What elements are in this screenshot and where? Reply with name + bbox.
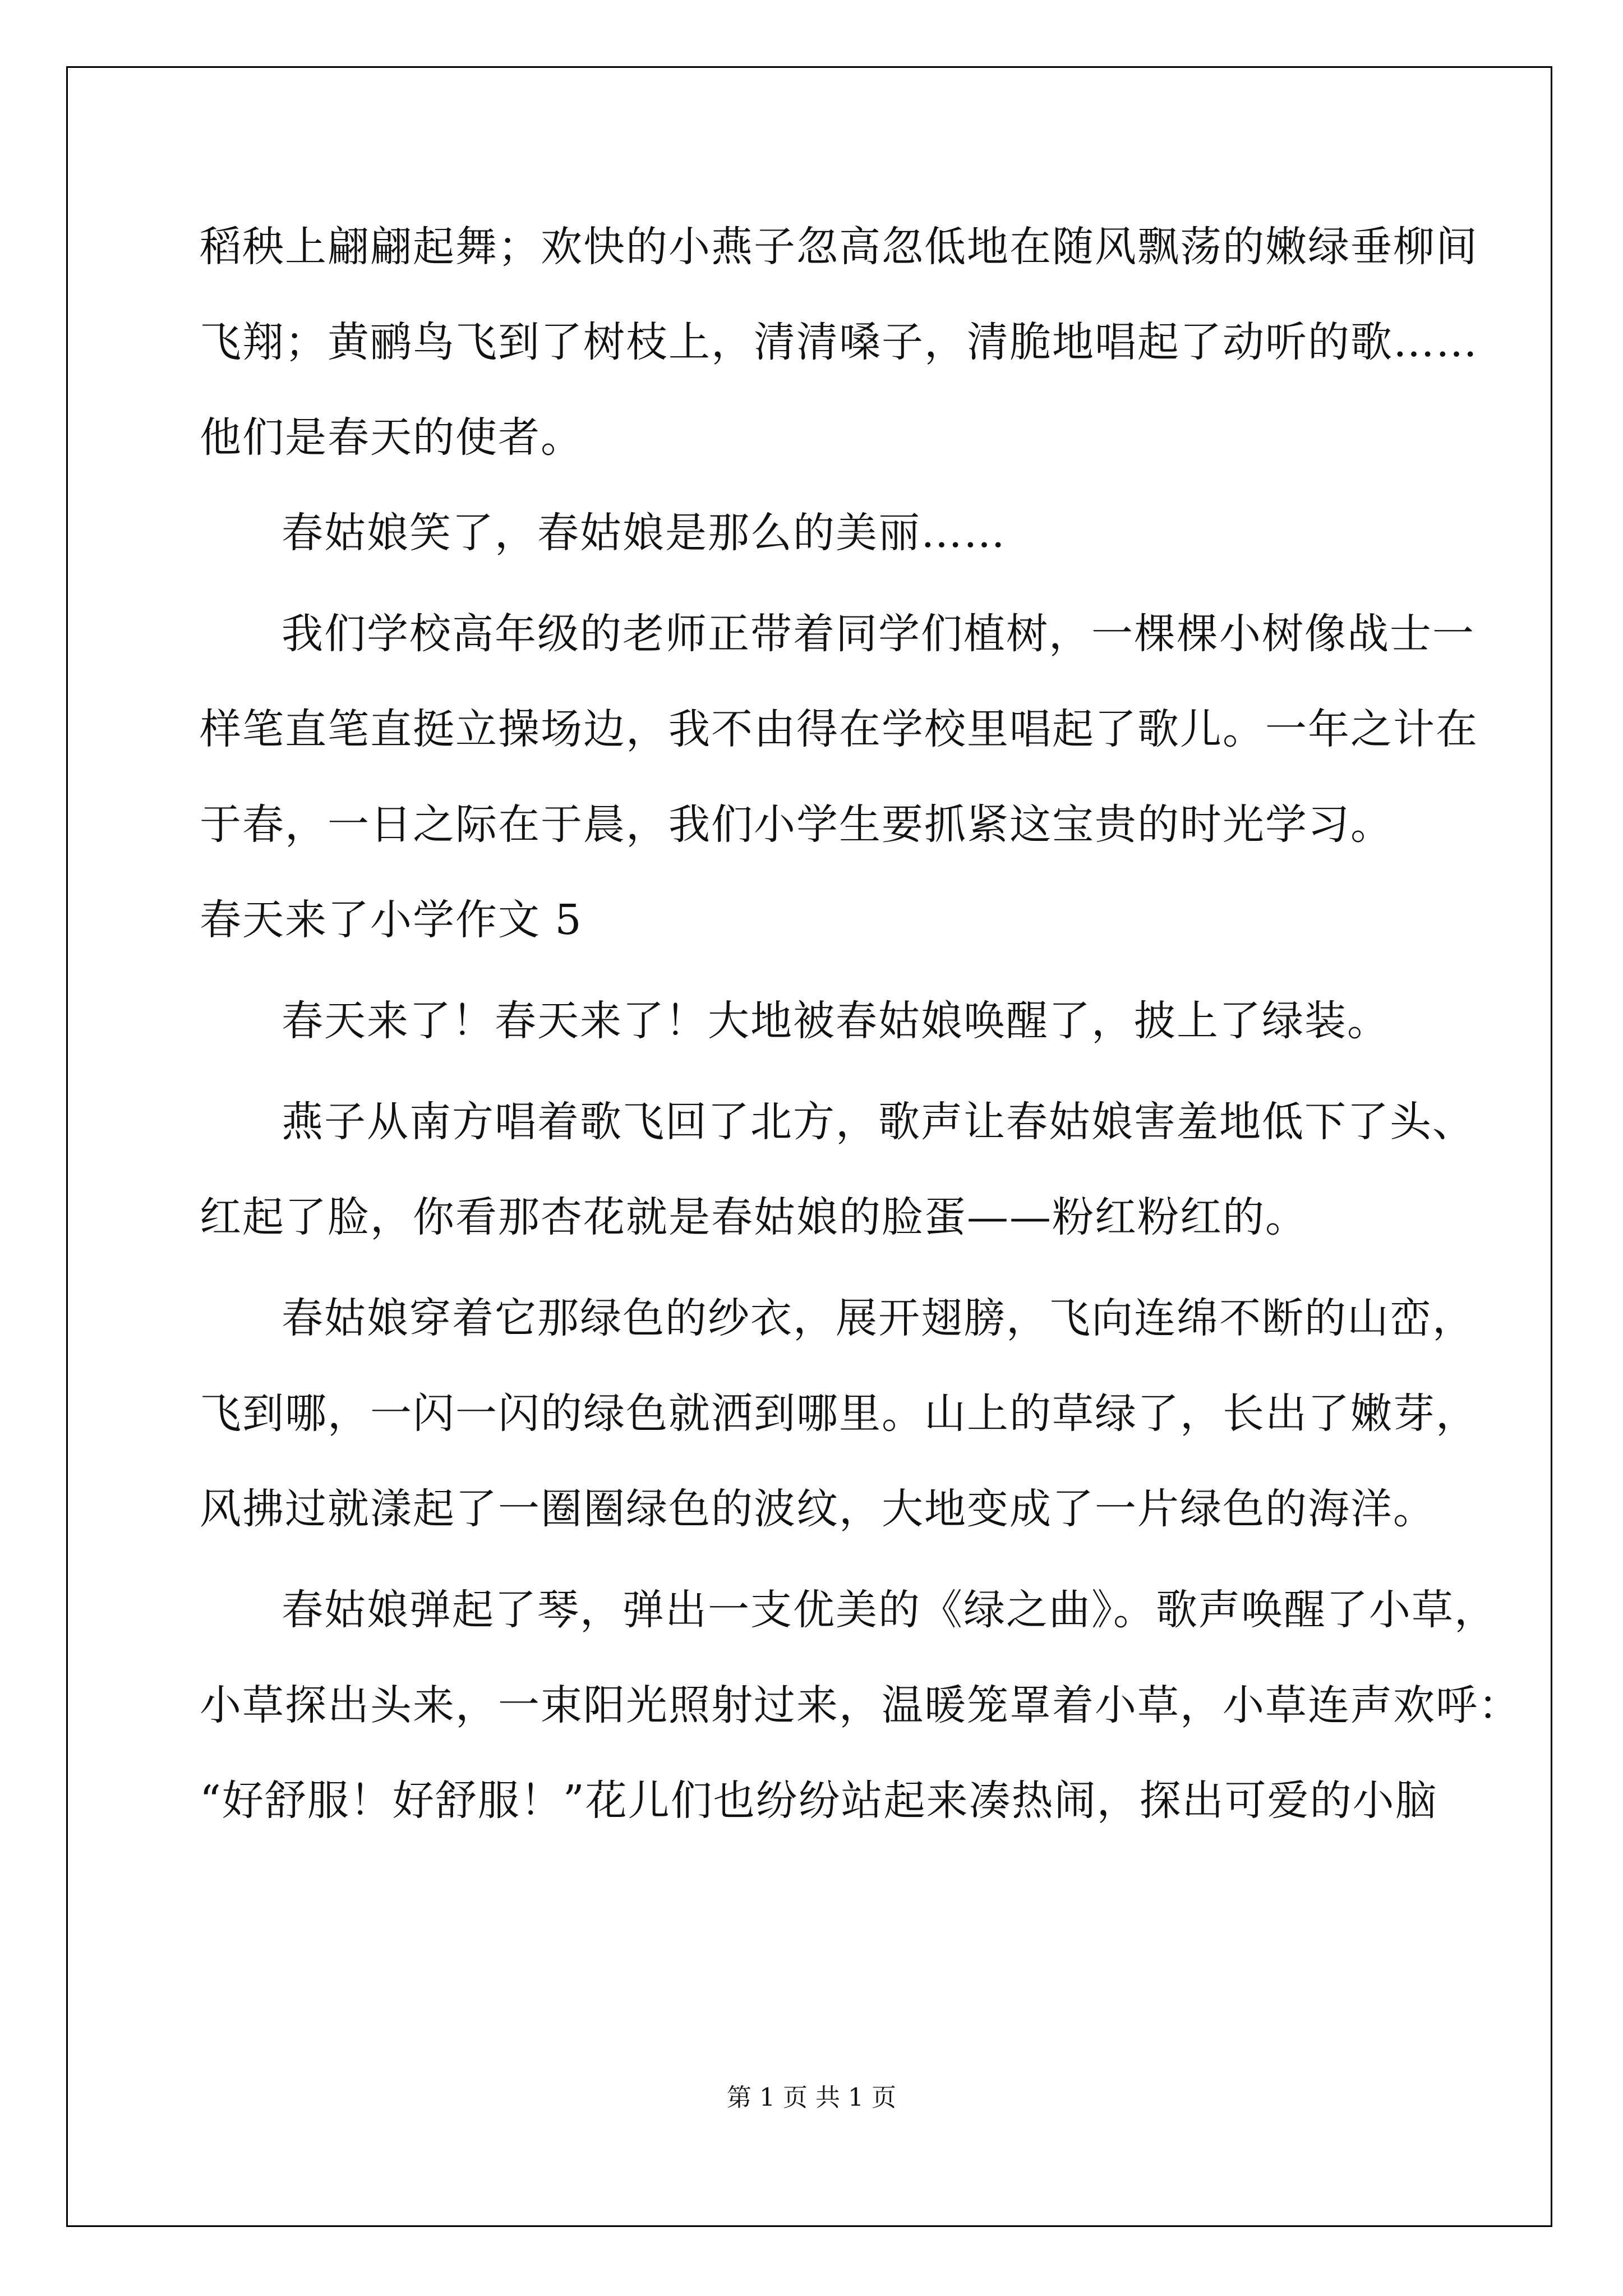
paragraph-first-line: 春姑娘笑了，春姑娘是那么的美丽……: [282, 509, 1006, 557]
section-heading: 春天来了小学作文 5: [200, 896, 583, 944]
text-line: 于春，一日之际在于晨，我们小学生要抓紧这宝贵的时光学习。: [200, 800, 1393, 849]
text-line: 风拂过就漾起了一圈圈绿色的波纹，大地变成了一片绿色的海洋。: [200, 1485, 1436, 1533]
text-line: 稻秧上翩翩起舞；欢快的小燕子忽高忽低地在随风飘荡的嫩绿垂柳间: [200, 223, 1478, 271]
text-line: 红起了脸，你看那杏花就是春姑娘的脸蛋——粉红粉红的。: [200, 1193, 1308, 1241]
paragraph-first-line: 燕子从南方唱着歌飞回了北方，歌声让春姑娘害羞地低下了头、: [282, 1098, 1475, 1146]
paragraph-first-line: 春姑娘穿着它那绿色的纱衣，展开翅膀，飞向连绵不断的山峦，: [282, 1294, 1475, 1342]
text-line: 小草探出头来，一束阳光照射过来，温暖笼罩着小草，小草连声欢呼：: [200, 1681, 1521, 1729]
text-line: 飞到哪，一闪一闪的绿色就洒到哪里。山上的草绿了，长出了嫩芽，: [200, 1389, 1478, 1438]
page-number-footer: 第 1 页 共 1 页: [727, 2083, 896, 2112]
text-line: 他们是春天的使者。: [200, 413, 583, 462]
text-line: 样笔直笔直挺立操场边，我不由得在学校里唱起了歌儿。一年之计在: [200, 705, 1478, 753]
paragraph-first-line: 春姑娘弹起了琴，弹出一支优美的《绿之曲》。歌声唤醒了小草，: [282, 1586, 1497, 1634]
paragraph-first-line: 我们学校高年级的老师正带着同学们植树，一棵棵小树像战士一: [282, 610, 1475, 658]
paragraph-first-line: 春天来了！春天来了！大地被春姑娘唤醒了，披上了绿装。: [282, 997, 1390, 1045]
text-line: “好舒服！好舒服！”花儿们也纷纷站起来凑热闹，探出可爱的小脑: [200, 1777, 1438, 1825]
text-line: 飞翔；黄鹂鸟飞到了树枝上，清清嗓子，清脆地唱起了动听的歌……: [200, 318, 1478, 366]
